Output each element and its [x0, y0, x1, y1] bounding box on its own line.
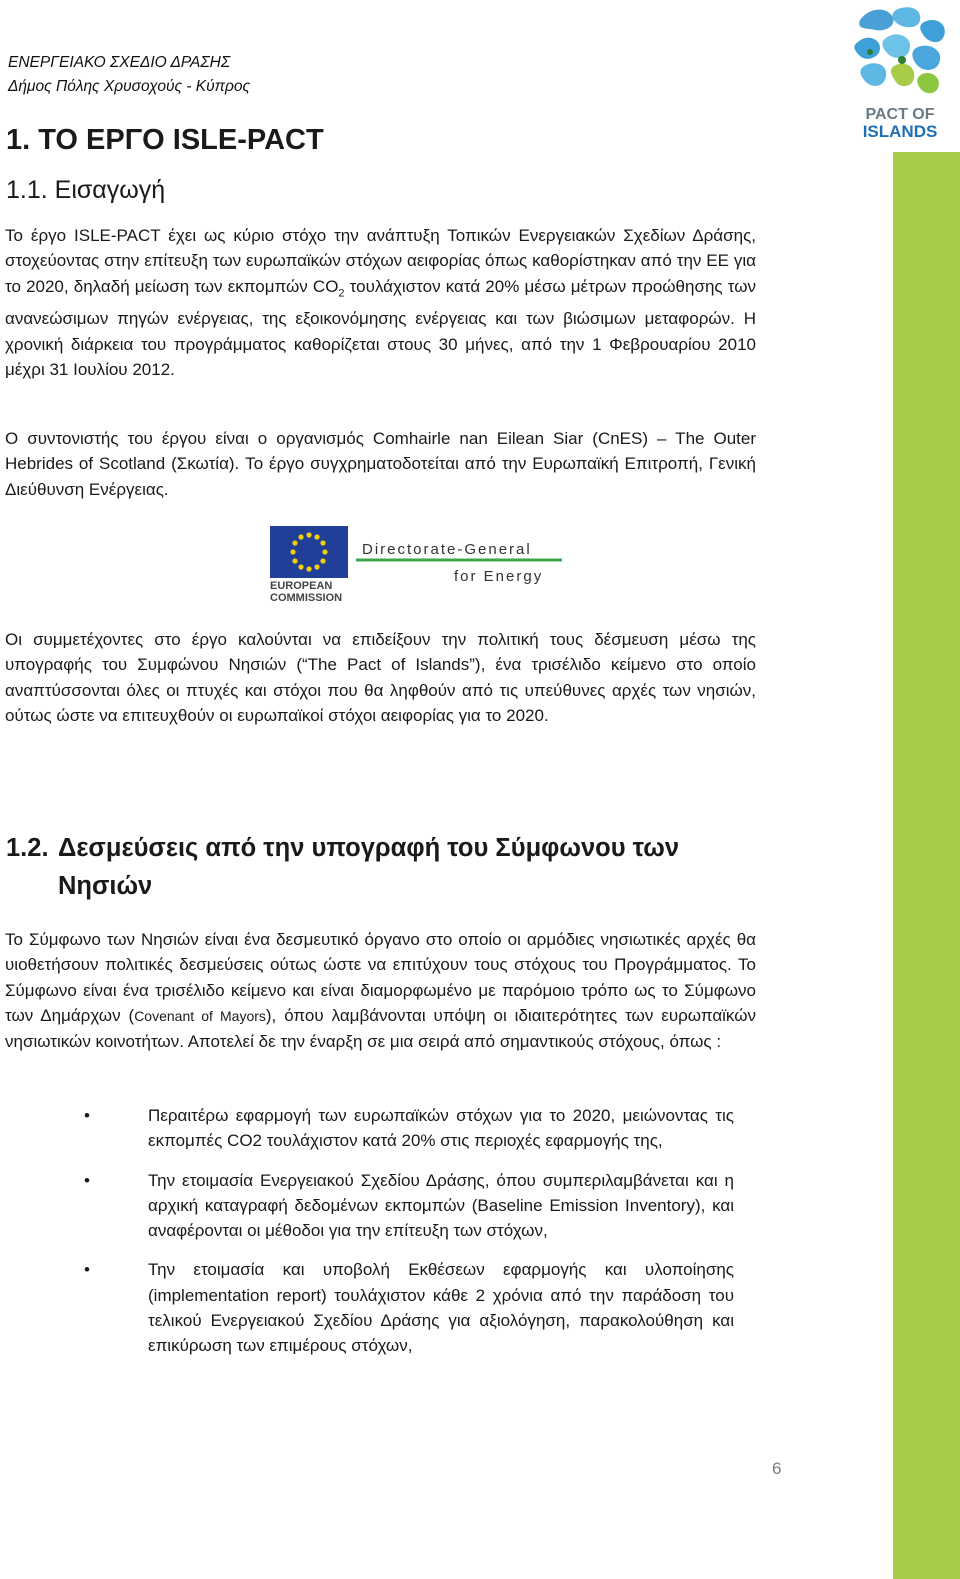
section-title: 1. ΤΟ ΕΡΓΟ ISLE-PACT — [6, 124, 324, 156]
bullet-icon: • — [84, 1106, 90, 1125]
logo-text-line1: PACT OF — [865, 106, 935, 123]
european-commission-energy-logo — [270, 526, 570, 604]
list-item-text: Την ετοιμασία και υποβολή Εκθέσεων εφαρμογής και υλοποίησης (implementation report) τουλάχιστον κάθε 2 χρόνια από την παράδοση του τελικού Ενεργειακού Σχεδίου Δράσης για αξιολόγηση, παρακολούθηση και επικύρωση των επιμέρους στόχων, — [148, 1260, 734, 1356]
bullet-icon: • — [84, 1260, 90, 1280]
intro-text-part2: τουλάχιστον κατά 20% μέσω μέτρων προώθησης των ανανεώσιμων πηγών ενέργειας, της εξοικονόμησης ενέργειας και των βιώσιμων μεταφορών. Η χρονική διάρκεια του προγράμματος καθορίζεται στους 30 μήνες, από την 1 Φεβρουαρίου 2010 μέχρι 31 Ιουλίου 2012. — [5, 276, 756, 379]
islands-graphic — [854, 7, 944, 93]
intro-text-part1: Το έργο ISLE-PACT έχει ως κύριο στόχο την ανάπτυξη Τοπικών Ενεργειακών Σχεδίων Δράσης, στοχεύοντας στην επίτευξη των ευρωπαϊκών στόχων αειφορίας όπως καθορίστηκαν από την ΕΕ για το 2020, δηλαδή μείωση των εκπομπών CO — [5, 226, 756, 296]
participants-paragraph: Οι συμμετέχοντες στο έργο καλούνται να επιδείξουν την πολιτική τους δέσμευση μέσω της υπογραφής του Συμφώνου Νησιών (“The Pact of Islands”), ένα τρισέλιδο κείμενο στο οποίο αναπτύσσονται όλες οι πτυχές και στόχοι που θα ληφθούν από τις υπεύθυνες αρχές των νησιών, ούτως ώστε να επιτευχθούν οι ευρωπαϊκοί στόχοι αειφορίας για το 2020. — [5, 630, 756, 725]
covenant-of-mayors-text: Covenant of Mayors — [134, 1007, 266, 1024]
bullet-icon: • — [84, 1170, 90, 1190]
ec-text-line1: EUROPEAN — [270, 580, 333, 592]
co2-subscript: 2 — [338, 286, 345, 299]
header-municipality: Δήμος Πόλης Χρυσοχούς - Κύπρος — [8, 78, 251, 95]
commitments-list — [0, 1103, 760, 1373]
pact-text-part1: Το Σύμφωνο των Νησιών είναι ένα δεσμευτικό όργανο στο οποίο οι αρμόδιες νησιωτικές αρχές θα υιοθετήσουν πολιτικές δεσμεύσεις ούτως ώστε να επιτύχουν τους στόχους του Προγράμματος. Το Σύμφωνο είναι ένα τρισέλιδο κείμενο και είναι διαμορφωμένο με παρόμοιο τρόπο ως το Σύμφωνο των Δημάρχων ( — [5, 930, 756, 1025]
pact-description-paragraph — [5, 927, 756, 1054]
dg-text-line1: Directorate-General — [362, 541, 532, 558]
subsection-title-part1: Δεσμεύσεις από την υπογραφή του Σύμφωνου των — [58, 834, 680, 862]
header-document-title: ΕΝΕΡΓΕΙΑΚΟ ΣΧΕΔΙΟ ΔΡΑΣΗΣ — [8, 54, 231, 71]
list-item-text: Την ετοιμασία Ενεργειακού Σχεδίου Δράσης, όπου συμπεριλαμβάνεται και η αρχική καταγραφή δεδομένων εκπομπών (Baseline Emission Inventory), και αναφέρονται οι μέθοδοι για την επίτευξη των στόχων, — [148, 1170, 734, 1241]
subsection-title-intro: 1.1. Εισαγωγή — [6, 176, 166, 204]
list-item — [0, 1103, 734, 1154]
list-item — [0, 1168, 734, 1244]
side-decoration-bar — [893, 152, 960, 1579]
dg-text-line2: for Energy — [454, 568, 544, 585]
page-number: 6 — [772, 1459, 782, 1478]
logo-text-line2: ISLANDS — [862, 122, 938, 141]
intro-paragraph — [5, 223, 756, 382]
list-item-text: Περαιτέρω εφαρμογή των ευρωπαϊκών στόχων για το 2020, μειώνοντας τις εκπομπές CO2 τουλάχιστον κατά 20% στις περιοχές εφαρμογής της, — [148, 1106, 734, 1151]
pact-text-part2: ), όπου λαμβάνονται υπόψη οι ιδιαιτερότητες των ευρωπαϊκών νησιωτικών κοινοτήτων. Αποτελεί δε την έναρξη σε μια σειρά από σημαντικούς στόχους, όπως : — [5, 1005, 756, 1052]
ec-text-line2: COMMISSION — [270, 592, 343, 604]
list-item — [0, 1257, 734, 1358]
subsection-number: 1.2. — [6, 834, 49, 862]
coordinator-paragraph: Ο συντονιστής του έργου είναι ο οργανισμός Comhairle nan Eilean Siar (CnES) – The Outer Hebrides of Scotland (Σκωτία). Το έργο συγχρηματοδοτείται από την Ευρωπαϊκή Επιτροπή, Γενική Διεύθυνση Ενέργειας. — [5, 429, 756, 499]
pact-of-islands-logo — [846, 2, 954, 142]
subsection-title-commitments — [6, 829, 766, 905]
subsection-title-part2: Νησιών — [58, 872, 153, 900]
